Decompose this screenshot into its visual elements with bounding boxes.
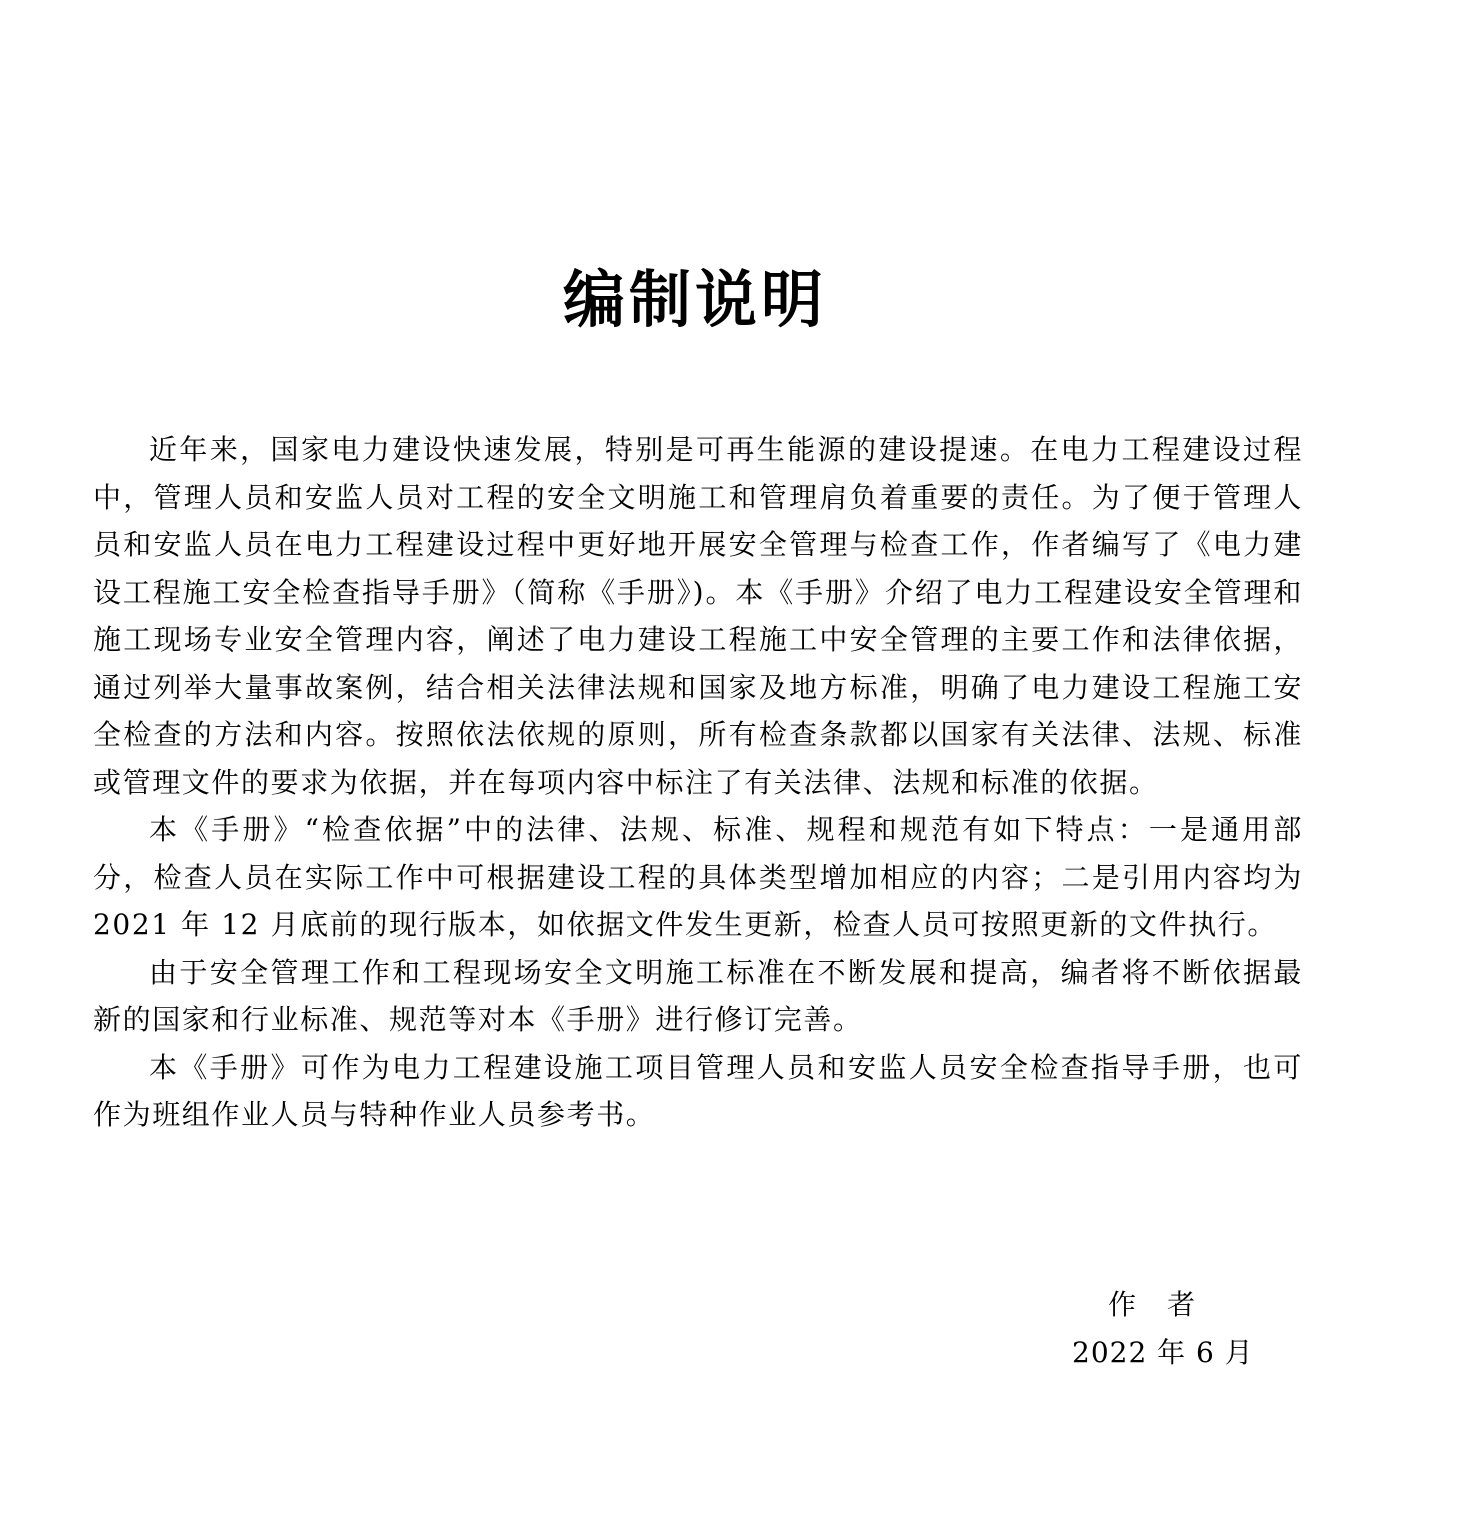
body-paragraph-3: 由于安全管理工作和工程现场安全文明施工标准在不断发展和提高，编者将不断依据最新的国家和行业标准、规范等对本《手册》进行修订完善。 [93, 955, 1303, 1036]
document-body [93, 426, 1303, 1139]
signature-date: 2022 年 6 月 [1072, 1336, 1254, 1369]
page-title: 编制说明 [562, 262, 827, 336]
body-paragraph-2: 本《手册》“检查依据”中的法律、法规、标准、规程和规范有如下特点：一是通用部分，检查人员在实际工作中可根据建设工程的具体类型增加相应的内容；二是引用内容均为 2021 年 12 月底前的现行版本，如依据文件发生更新，检查人员可按照更新的文件执行。 [93, 813, 1303, 941]
body-paragraph-1: 近年来，国家电力建设快速发展，特别是可再生能源的建设提速。在电力工程建设过程中，管理人员和安监人员对工程的安全文明施工和管理肩负着重要的责任。为了便于管理人员和安监人员在电力工程建设过程中更好地开展安全管理与检查工作，作者编写了《电力建设工程施工安全检查指导手册》（简称《手册》)。本《手册》介绍了电力工程建设安全管理和施工现场专业安全管理内容，阐述了电力建设工程施工中安全管理的主要工作和法律依据，通过列举大量事故案例，结合相关法律法规和国家及地方标准，明确了电力建设工程施工安全检查的方法和内容。按照依法依规的原则，所有检查条款都以国家有关法律、法规、标准或管理文件的要求为依据，并在每项内容中标注了有关法律、法规和标准的依据。 [93, 433, 1303, 799]
signature-author: 作 者 [1108, 1288, 1197, 1321]
body-paragraph-4: 本《手册》可作为电力工程建设施工项目管理人员和安监人员安全检查指导手册，也可作为班组作业人员与特种作业人员参考书。 [93, 1050, 1303, 1131]
